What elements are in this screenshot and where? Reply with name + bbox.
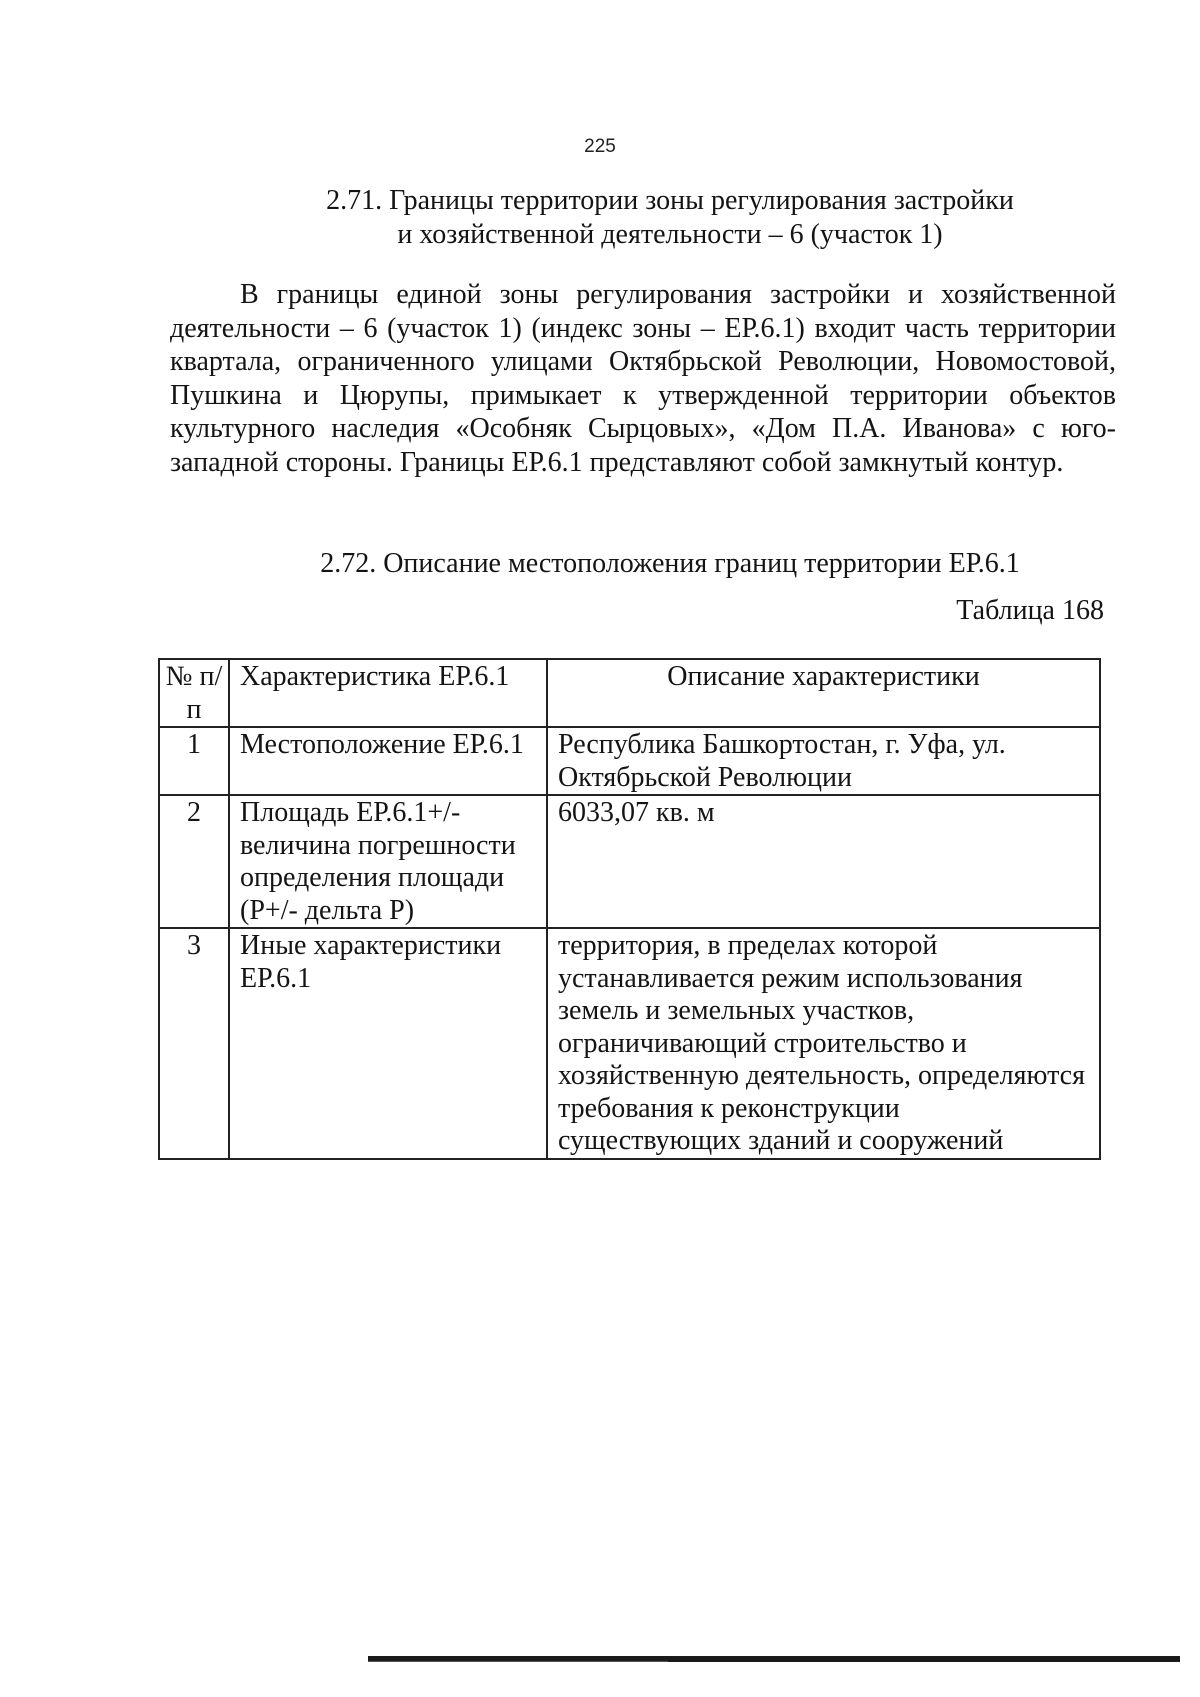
- table-row: [159, 727, 1100, 795]
- section-title-line-1: 2.71. Границы территории зоны регулирования застройки: [326, 185, 1014, 216]
- row-num: 1: [159, 727, 229, 795]
- bottom-rule-thin: [368, 1661, 668, 1662]
- header-description: Описание характеристики: [547, 659, 1100, 727]
- row-num: 2: [159, 795, 229, 928]
- table-caption: Таблица 168: [956, 595, 1104, 626]
- section-paragraph: В границы единой зоны регулирования застройки и хозяйственной деятельности – 6 (участок 1) (индекс зоны – ЕР.6.1) входит часть территории квартала, ограниченного улицами Октябрьской Революции, Новомостовой, Пушкина и Цюрупы, примыкает к утвержденной территории объектов культурного наследия «Особняк Сырцовых», «Дом П.А. Иванова» с юго-западной стороны. Границы ЕР.6.1 представляют собой замкнутый контур.: [170, 279, 1116, 478]
- characteristics-table: [158, 658, 1101, 1160]
- subsection-title: 2.72. Описание местоположения границ территории ЕР.6.1: [320, 548, 1020, 579]
- row-characteristic: Площадь ЕР.6.1+/- величина погрешности определения площади (Р+/- дельта Р): [229, 795, 547, 928]
- section-title: [170, 184, 1170, 252]
- header-num: № п/п: [159, 659, 229, 727]
- row-description: территория, в пределах которой устанавливается режим использования земель и земельных участков, ограничивающий строительство и хозяйственную деятельность, определяются требования к реконструкции существующих зданий и сооружений: [547, 928, 1100, 1159]
- row-num: 3: [159, 928, 229, 1159]
- table-row: [159, 928, 1100, 1159]
- row-characteristic: Иные характеристики ЕР.6.1: [229, 928, 547, 1159]
- table-header-row: [159, 659, 1100, 727]
- row-characteristic: Местоположение ЕР.6.1: [229, 727, 547, 795]
- table-row: [159, 795, 1100, 928]
- header-characteristic: Характеристика ЕР.6.1: [229, 659, 547, 727]
- section-title-line-2: и хозяйственной деятельности – 6 (участок 1): [397, 219, 943, 250]
- row-description: Республика Башкортостан, г. Уфа, ул. Октябрьской Революции: [547, 727, 1100, 795]
- row-description: 6033,07 кв. м: [547, 795, 1100, 928]
- page-number: 225: [584, 136, 616, 157]
